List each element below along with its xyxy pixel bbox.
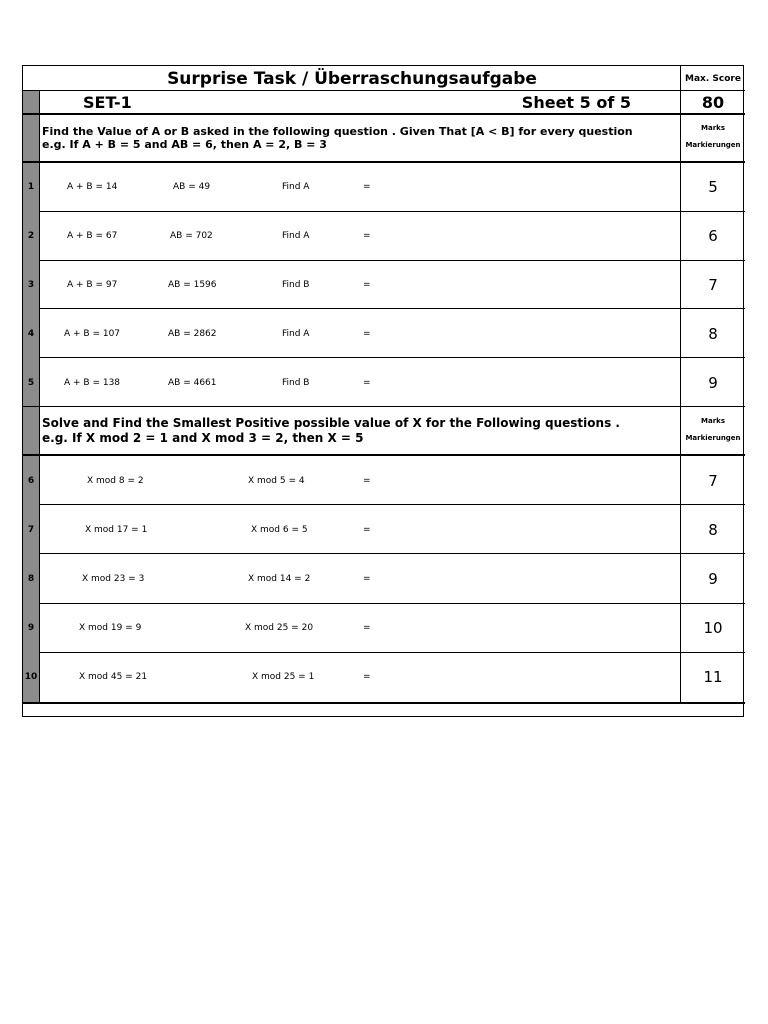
section1-instruction-example: e.g. If A + B = 5 and AB = 6, then A = 2, B = 3 bbox=[42, 138, 327, 151]
product-condition: AB = 4661 bbox=[168, 377, 217, 388]
marks-value: 10 bbox=[703, 619, 723, 638]
mod-condition-1: X mod 17 = 1 bbox=[85, 524, 148, 535]
section2-instructions bbox=[42, 416, 620, 446]
find-target: Find A bbox=[282, 328, 310, 339]
mod-condition-1: X mod 45 = 21 bbox=[79, 672, 148, 683]
find-target: Find B bbox=[282, 279, 310, 290]
marks-value: 11 bbox=[703, 668, 723, 687]
equals-sign: = bbox=[363, 182, 371, 193]
product-condition: AB = 1596 bbox=[168, 279, 217, 290]
equals-sign: = bbox=[363, 672, 371, 683]
divider bbox=[23, 406, 745, 407]
section1-instructions bbox=[42, 125, 633, 151]
find-target: Find B bbox=[282, 377, 310, 388]
marks-header-de: Markierungen bbox=[685, 141, 741, 149]
marks-value: 8 bbox=[708, 324, 718, 343]
worksheet-title: Surprise Task / Überraschungsaufgabe bbox=[167, 68, 537, 89]
sum-condition: A + B = 67 bbox=[67, 231, 118, 242]
marks-value: 7 bbox=[708, 275, 718, 294]
question-number: 7 bbox=[27, 524, 35, 535]
worksheet bbox=[22, 65, 744, 717]
equals-sign: = bbox=[363, 573, 371, 584]
equals-sign: = bbox=[363, 475, 371, 486]
divider bbox=[23, 702, 745, 704]
mod-condition-2: X mod 14 = 2 bbox=[248, 573, 311, 584]
product-condition: AB = 49 bbox=[173, 182, 211, 193]
question-row bbox=[23, 505, 745, 554]
marks-value: 9 bbox=[708, 373, 718, 392]
margin-bar bbox=[23, 91, 39, 114]
margin-bar bbox=[23, 407, 39, 455]
question-row bbox=[23, 653, 745, 702]
marks-value: 9 bbox=[708, 569, 718, 588]
question-number: 1 bbox=[27, 182, 35, 193]
question-number: 9 bbox=[27, 623, 35, 634]
mod-condition-2: X mod 5 = 4 bbox=[248, 475, 305, 486]
product-condition: AB = 702 bbox=[170, 231, 213, 242]
sheet-number: Sheet 5 of 5 bbox=[521, 93, 631, 112]
question-row bbox=[23, 163, 745, 212]
divider bbox=[23, 113, 745, 115]
max-score-value: 80 bbox=[701, 93, 725, 112]
find-target: Find A bbox=[282, 231, 310, 242]
question-number: 2 bbox=[27, 231, 35, 242]
find-target: Find A bbox=[282, 182, 310, 193]
marks-value: 7 bbox=[708, 471, 718, 490]
question-number: 3 bbox=[27, 279, 35, 290]
marks-value: 5 bbox=[708, 178, 718, 197]
equals-sign: = bbox=[363, 524, 371, 535]
equals-sign: = bbox=[363, 328, 371, 339]
equals-sign: = bbox=[363, 231, 371, 242]
question-row bbox=[23, 554, 745, 603]
marks-header-de: Markierungen bbox=[685, 434, 741, 442]
mod-condition-1: X mod 19 = 9 bbox=[79, 623, 142, 634]
mod-condition-1: X mod 8 = 2 bbox=[87, 475, 144, 486]
sum-condition: A + B = 97 bbox=[67, 279, 118, 290]
question-number: 8 bbox=[27, 573, 35, 584]
marks-header: Marks bbox=[701, 417, 725, 425]
section2-instruction-line1: Solve and Find the Smallest Positive possible value of X for the Following questions . bbox=[42, 416, 620, 430]
marks-value: 6 bbox=[708, 227, 718, 246]
max-score-label: Max. Score bbox=[685, 73, 741, 84]
question-row bbox=[23, 358, 745, 407]
sum-condition: A + B = 107 bbox=[64, 328, 121, 339]
question-number: 4 bbox=[27, 328, 35, 339]
equals-sign: = bbox=[363, 623, 371, 634]
sum-condition: A + B = 14 bbox=[67, 182, 118, 193]
section1-instruction-line1: Find the Value of A or B asked in the following question . Given That [A < B] for every question bbox=[42, 125, 633, 138]
set-label: SET-1 bbox=[83, 93, 132, 112]
section2-instruction-example: e.g. If X mod 2 = 1 and X mod 3 = 2, then X = 5 bbox=[42, 431, 364, 445]
mod-condition-2: X mod 6 = 5 bbox=[251, 524, 308, 535]
marks-header: Marks bbox=[701, 124, 725, 132]
margin-bar bbox=[23, 115, 39, 162]
equals-sign: = bbox=[363, 377, 371, 388]
question-number: 10 bbox=[24, 672, 38, 683]
product-condition: AB = 2862 bbox=[168, 328, 217, 339]
mod-condition-1: X mod 23 = 3 bbox=[82, 573, 145, 584]
sum-condition: A + B = 138 bbox=[64, 377, 121, 388]
question-number: 5 bbox=[27, 377, 35, 388]
marks-value: 8 bbox=[708, 520, 718, 539]
equals-sign: = bbox=[363, 279, 371, 290]
question-row bbox=[23, 212, 745, 261]
question-row bbox=[23, 456, 745, 505]
mod-condition-2: X mod 25 = 20 bbox=[245, 623, 314, 634]
question-row bbox=[23, 604, 745, 653]
question-row bbox=[23, 261, 745, 310]
question-row bbox=[23, 309, 745, 358]
question-number: 6 bbox=[27, 475, 35, 486]
mod-condition-2: X mod 25 = 1 bbox=[252, 672, 315, 683]
